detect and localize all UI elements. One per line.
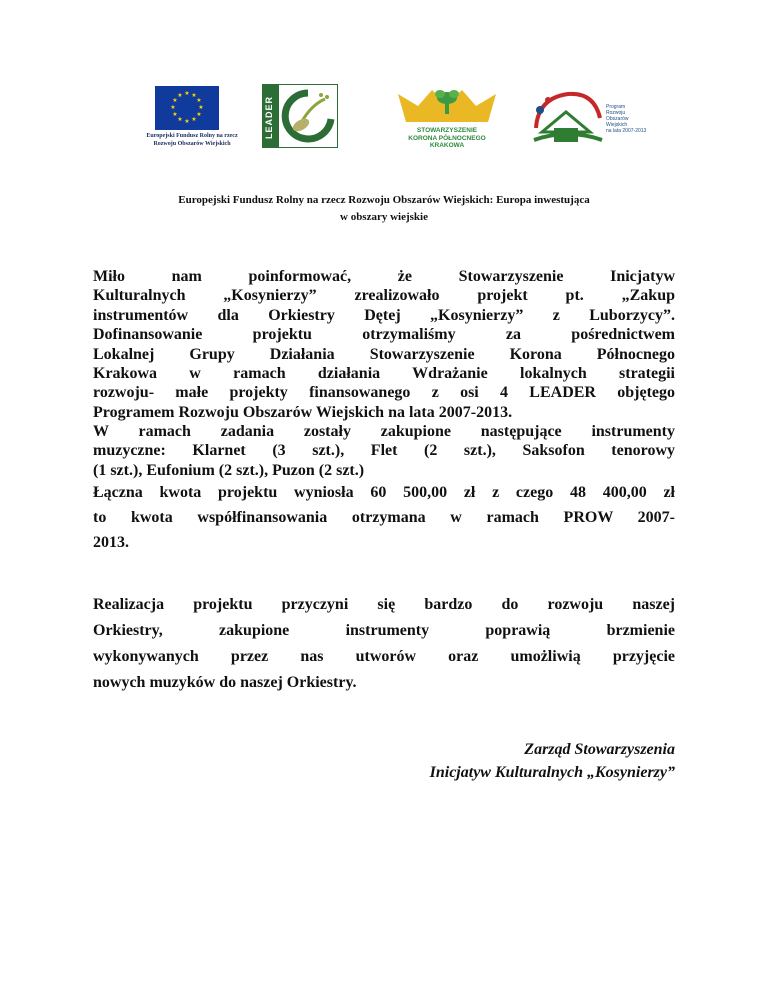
svg-text:★: ★: [184, 119, 190, 125]
body-paragraph-3: [93, 480, 675, 555]
eu-flag-icon: [155, 86, 219, 130]
body-paragraph-4: [93, 592, 675, 696]
eu-caption: [133, 132, 251, 148]
eu-logo: [133, 84, 251, 150]
svg-text:★: ★: [191, 93, 197, 99]
text-line: 2013.: [93, 534, 129, 551]
text-line: Realizacja projektu przyczyni się bardzo do rozwoju naszej: [93, 596, 675, 613]
prow-line2: Rozwoju: [606, 110, 626, 116]
text-line: Dofinansowanie projektu otrzymaliśmy za pośrednictwem: [93, 326, 675, 344]
text-line: (1 szt.), Eufonium (2 szt.), Puzon (2 szt.): [93, 461, 365, 479]
prow-line3: Obszarów: [606, 116, 629, 122]
prow-line1: Program: [606, 104, 626, 110]
svg-text:★: ★: [191, 117, 197, 123]
header-line-1: Europejski Fundusz Rolny na rzecz Rozwoju Obszarów Wiejskich: Europa inwestująca: [178, 194, 590, 206]
eu-caption-line2: Rozwoju Obszarów Wiejskich: [153, 141, 231, 147]
prow-line4: Wiejskich: [606, 122, 628, 128]
leader-emblem-icon: [281, 89, 335, 145]
signature-line-1: Zarząd Stowarzyszenia: [524, 741, 675, 758]
text-line: Lokalnej Grupy Działania Stowarzyszenie Korona Północnego: [93, 345, 675, 363]
svg-text:★: ★: [170, 105, 176, 111]
text-line: instrumentów dla Orkiestry Dętej „Kosynierzy” z Luborzycy”.: [93, 306, 675, 324]
svg-text:★: ★: [196, 98, 202, 104]
text-line: Krakowa w ramach działania Wdrażanie lokalnych strategii: [93, 365, 675, 383]
leader-text: LEADER: [264, 95, 274, 139]
prow-emblem-icon: [528, 88, 608, 148]
svg-text:★: ★: [177, 93, 183, 99]
signature-line-2: Inicjatyw Kulturalnych „Kosynierzy”: [429, 764, 675, 781]
korona-logo: [388, 84, 506, 154]
korona-line2: KORONA PÓŁNOCNEGO: [408, 134, 486, 142]
crown-icon: [392, 84, 502, 128]
body-paragraph-2: [93, 422, 675, 480]
text-line: muzyczne: Klarnet (3 szt.), Flet (2 szt.), Saksofon tenorowy: [93, 442, 675, 460]
svg-text:★: ★: [177, 117, 183, 123]
prow-logo: [528, 84, 646, 150]
text-line: W ramach zadania zostały zakupione następujące instrumenty: [93, 423, 675, 440]
svg-text:★: ★: [198, 105, 204, 111]
text-line: Kulturalnych „Kosynierzy” zrealizowało projekt pt. „Zakup: [93, 287, 675, 305]
body-paragraph-1: [93, 267, 675, 422]
korona-caption: [388, 127, 506, 150]
leader-logo: [262, 84, 340, 150]
leader-box: [262, 84, 338, 148]
signature: [430, 738, 675, 784]
text-line: Programem Rozwoju Obszarów Wiejskich na lata 2007-2013.: [93, 403, 513, 421]
text-line: Miło nam poinformować, że Stowarzyszenie Inicjatyw: [93, 268, 675, 285]
header-line-2: w obszary wiejskie: [340, 211, 428, 223]
text-line: rozwoju- małe projekty finansowanego z osi 4 LEADER objętego: [93, 384, 675, 402]
text-line: wykonywanych przez nas utworów oraz umożliwią przyjęcie: [93, 648, 675, 665]
svg-text:★: ★: [172, 112, 178, 118]
eu-caption-line1: Europejski Fundusz Rolny na rzecz: [146, 133, 238, 139]
prow-caption: [606, 104, 648, 134]
text-line: to kwota współfinansowania otrzymana w ramach PROW 2007-: [93, 509, 675, 526]
leader-band: [263, 85, 279, 147]
svg-text:★: ★: [196, 112, 202, 118]
svg-text:★: ★: [184, 91, 190, 97]
text-line: Łączna kwota projektu wyniosła 60 500,00 zł z czego 48 400,00 zł: [93, 484, 675, 501]
korona-line3: KRAKOWA: [429, 142, 465, 149]
prow-line5: na lata 2007-2013: [606, 128, 647, 134]
text-line: nowych muzyków do naszej Orkiestry.: [93, 674, 357, 691]
text-line: Orkiestry, zakupione instrumenty poprawią brzmienie: [93, 622, 675, 639]
korona-line1: STOWARZYSZENIE: [416, 127, 478, 134]
svg-text:★: ★: [172, 98, 178, 104]
